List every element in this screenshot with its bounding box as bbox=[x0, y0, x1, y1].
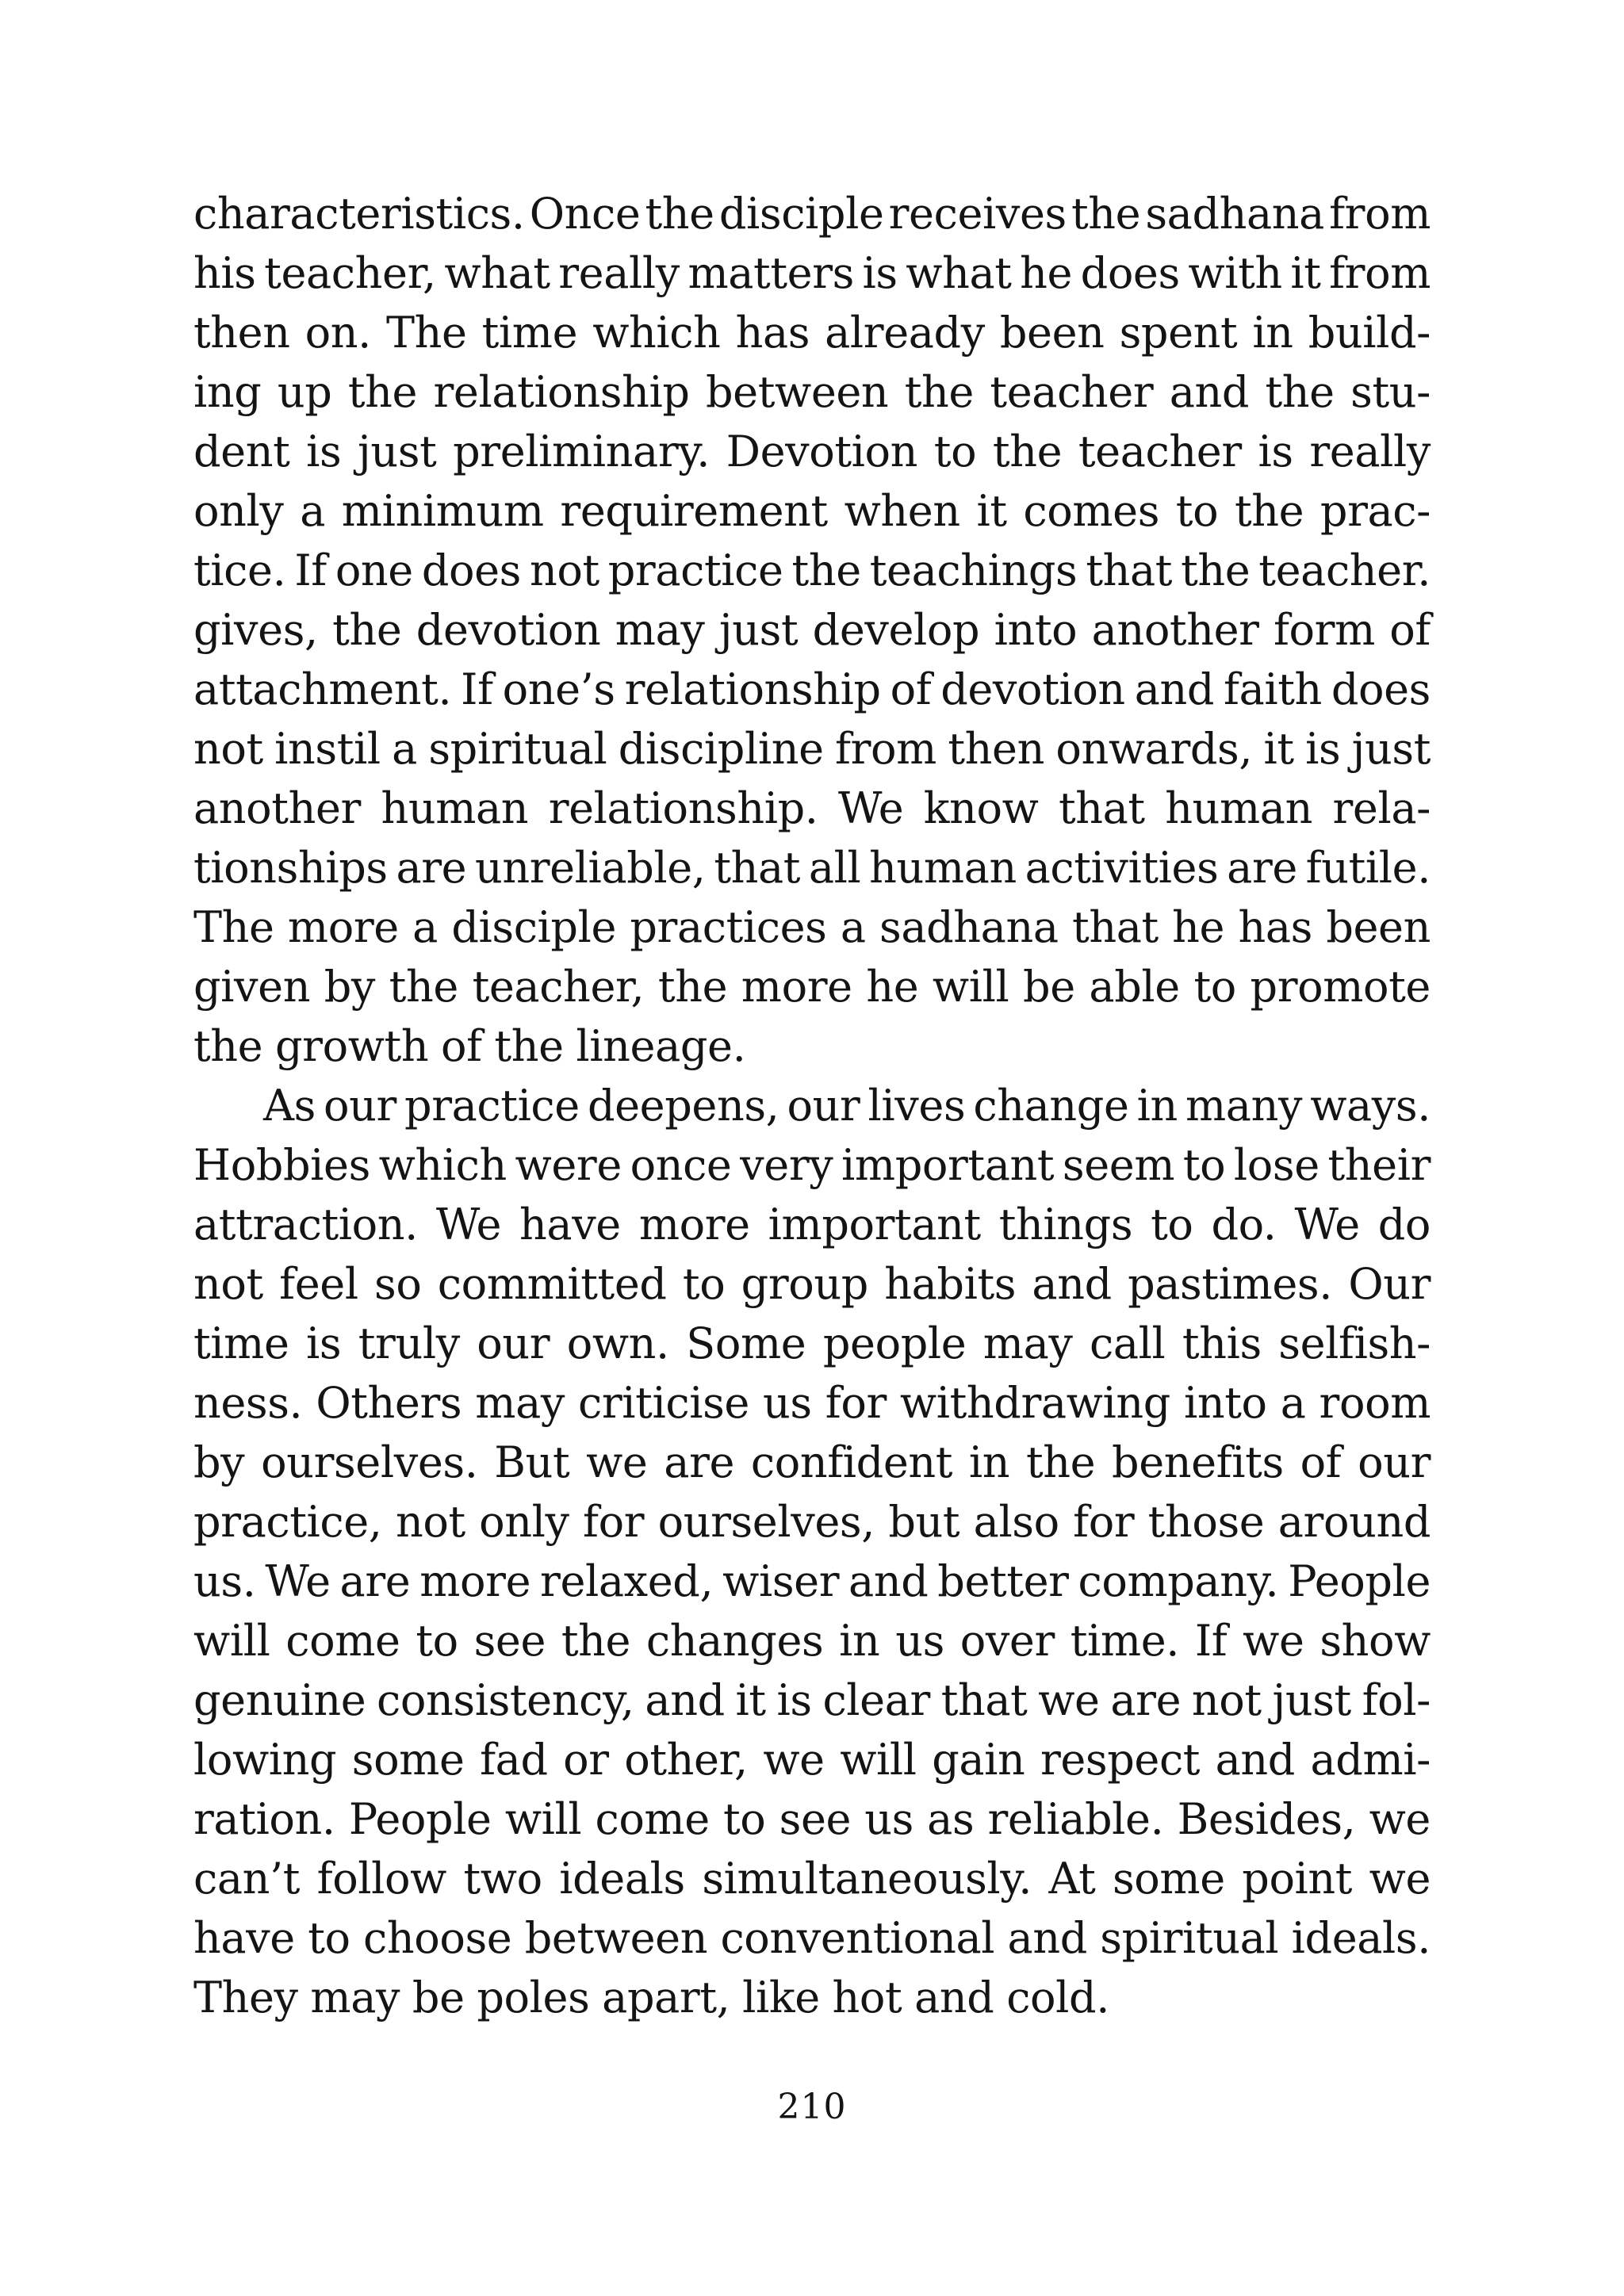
body-text bbox=[193, 184, 1431, 2027]
text-line: tice. If one does not practice the teachings that the teacher. bbox=[193, 545, 1431, 595]
text-line: ration. People will come to see us as reliable. Besides, we bbox=[193, 1794, 1431, 1844]
text-line: can’t follow two ideals simultaneously. At some point we bbox=[193, 1854, 1431, 1904]
text-line: attraction. We have more important things to do. We do bbox=[193, 1200, 1431, 1249]
text-line: another human relationship. We know that human rela- bbox=[193, 783, 1431, 833]
text-line: not instil a spiritual discipline from then onwards, it is just bbox=[193, 724, 1431, 774]
text-line: us. We are more relaxed, wiser and better company. People bbox=[193, 1556, 1431, 1606]
page-number: 210 bbox=[777, 2087, 847, 2127]
text-line: attachment. If one’s relationship of devotion and faith does bbox=[193, 664, 1431, 714]
text-line: have to choose between conventional and spiritual ideals. bbox=[193, 1913, 1431, 1963]
text-line: by ourselves. But we are confident in the benefits of our bbox=[193, 1437, 1431, 1487]
text-line: tionships are unreliable, that all human activities are futile. bbox=[193, 843, 1431, 893]
paragraph-2 bbox=[193, 1076, 1431, 2027]
text-line: not feel so committed to group habits and pastimes. Our bbox=[193, 1259, 1431, 1309]
text-line: lowing some fad or other, we will gain respect and admi- bbox=[193, 1735, 1431, 1785]
text-line: genuine consistency, and it is clear that we are not just fol- bbox=[193, 1675, 1431, 1725]
text-line: gives, the devotion may just develop into another form of bbox=[193, 605, 1431, 655]
text-line: practice, not only for ourselves, but also for those around bbox=[193, 1497, 1431, 1547]
text-line: only a minimum requirement when it comes to the prac- bbox=[193, 486, 1431, 536]
text-line-indented: As our practice deepens, our lives change in many ways. bbox=[263, 1081, 1431, 1131]
text-line: the growth of the lineage. bbox=[193, 1021, 746, 1071]
text-line: dent is just preliminary. Devotion to the teacher is really bbox=[193, 427, 1431, 476]
paragraph-1 bbox=[193, 184, 1431, 1076]
text-line: The more a disciple practices a sadhana that he has been bbox=[193, 902, 1431, 952]
text-line: his teacher, what really matters is what he does with it from bbox=[193, 248, 1431, 298]
text-line: then on. The time which has already been spent in build- bbox=[193, 308, 1431, 358]
text-line: will come to see the changes in us over time. If we show bbox=[193, 1616, 1431, 1666]
text-line: ing up the relationship between the teacher and the stu- bbox=[193, 367, 1431, 417]
text-line: ness. Others may criticise us for withdrawing into a room bbox=[193, 1378, 1431, 1428]
text-line: given by the teacher, the more he will be able to promote bbox=[193, 962, 1431, 1012]
text-line: Hobbies which were once very important seem to lose their bbox=[193, 1140, 1431, 1190]
text-line: They may be poles apart, like hot and cold. bbox=[193, 1973, 1109, 2022]
text-line: characteristics. Once the disciple receives the sadhana from bbox=[193, 189, 1431, 239]
text-line: time is truly our own. Some people may call this selfish- bbox=[193, 1318, 1431, 1368]
